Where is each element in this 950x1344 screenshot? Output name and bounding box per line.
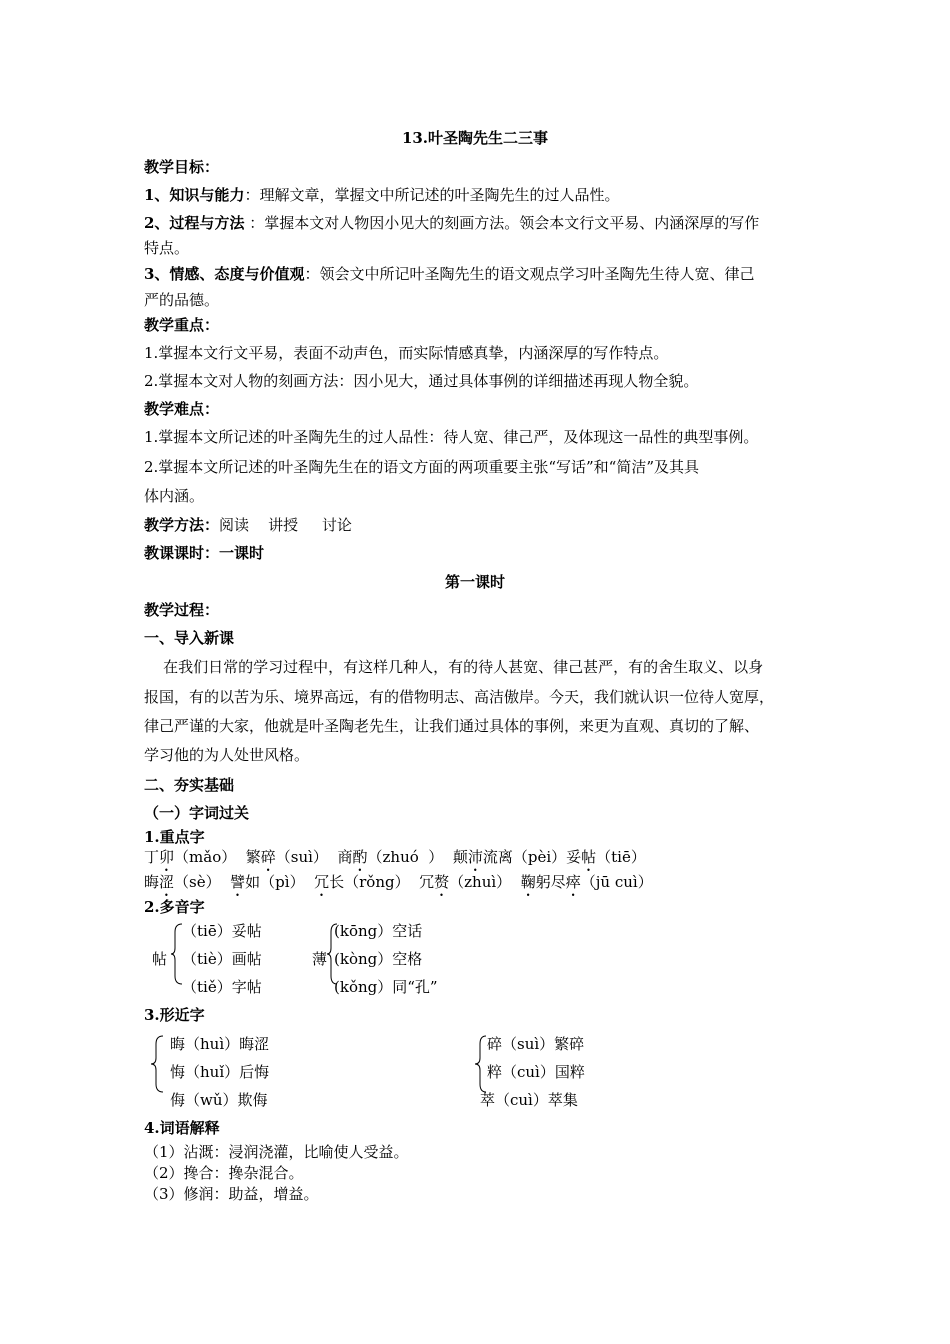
- similar-sui-3: 萃（cuì）萃集: [480, 1091, 578, 1109]
- similar-sui-1: 碎（suì）繁碎: [487, 1035, 585, 1053]
- section-1-heading: 一、导入新课: [144, 629, 235, 647]
- brace-icon: [474, 1034, 488, 1094]
- document-title: 13.叶圣陶先生二三事: [401, 129, 549, 147]
- section-1-line-1: 在我们日常的学习过程中，有这样几种人，有的待人甚宽、律己甚严，有的舍生取义、以身: [144, 658, 764, 676]
- goals-heading: 教学目标：: [144, 158, 220, 176]
- vocab-heading: 4.词语解释: [144, 1119, 220, 1137]
- section-2-heading: 二、夯实基础: [144, 776, 235, 794]
- similar-hui-3: 侮（wǔ）欺侮: [170, 1091, 268, 1109]
- goal-2: [144, 213, 759, 233]
- goal-1-text: ：理解文章，掌握文中所记述的叶圣陶先生的过人品性。: [244, 186, 620, 204]
- key-chars-row-2: 晦涩（sè） 譬如（pì） 冗长（rǒng） 冗赘（zhuì） 鞠躬尽瘁（jū cuì）: [144, 873, 653, 891]
- goal-3-cont: 严的品德。: [144, 291, 220, 309]
- method: [144, 515, 352, 535]
- polyphone-kong-3: (kǒng）同“孔”: [334, 978, 438, 996]
- hours: 教课课时：一课时: [144, 544, 265, 562]
- difficulties-heading: 教学难点：: [144, 400, 220, 418]
- section-1-line-4: 学习他的为人处世风格。: [144, 746, 310, 764]
- goal-3-label: 3、情感、态度与价值观: [144, 265, 305, 283]
- similar-hui-1: 晦（huì）晦涩: [170, 1035, 270, 1053]
- polyphone-kong-2: (kòng）空格: [334, 950, 423, 968]
- method-text: 阅读 讲授 讨论: [219, 516, 352, 534]
- key-point-2: 2.掌握本文对人物的刻画方法：因小见大，通过具体事例的详细描述再现人物全貌。: [144, 372, 699, 390]
- goal-2-cont: 特点。: [144, 239, 190, 257]
- vocab-3: （3）修润：助益，增益。: [144, 1185, 319, 1203]
- lesson-heading: 第一课时: [444, 573, 505, 591]
- key-chars-heading: 1.重点字: [144, 828, 205, 846]
- vocab-2: （2）搀合：搀杂混合。: [144, 1164, 304, 1182]
- goal-2-text: ：掌握本文对人物因小见大的刻画方法。领会本文行文平易、内涵深厚的写作: [244, 214, 760, 232]
- similar-sui-2: 粹（cuì）国粹: [487, 1063, 585, 1081]
- subsection-heading: （一）字词过关: [144, 804, 250, 822]
- polyphone-char-kong: 薄: [312, 950, 328, 968]
- polyphone-tie-3: （tiě）字帖: [182, 978, 262, 996]
- polyphone-kong-1: (kōng）空话: [334, 922, 423, 940]
- polyphone-tie-2: （tiè）画帖: [182, 950, 262, 968]
- goal-2-label: 2、过程与方法: [144, 214, 245, 232]
- similar-hui-2: 悔（huǐ）后悔: [170, 1063, 270, 1081]
- section-1-line-2: 报国，有的以苦为乐、境界高远，有的借物明志、高洁傲岸。今天，我们就认识一位待人宽厚，: [144, 688, 775, 706]
- polyphone-heading: 2.多音字: [144, 898, 205, 916]
- polyphone-tie-1: （tiē）妥帖: [182, 922, 262, 940]
- similar-chars-heading: 3.形近字: [144, 1006, 205, 1024]
- key-points-heading: 教学重点：: [144, 316, 220, 334]
- process-heading: 教学过程：: [144, 601, 220, 619]
- goal-3-text: ：领会文中所记叶圣陶先生的语文观点学习叶圣陶先生待人宽、律己: [304, 265, 755, 283]
- difficulty-1: 1.掌握本文所记述的叶圣陶先生的过人品性：待人宽、律己严，及体现这一品性的典型事例。: [144, 428, 759, 446]
- goal-3: [144, 264, 754, 284]
- goal-1-label: 1、知识与能力: [144, 186, 245, 204]
- key-chars-row-1: 丁卯（mǎo） 繁碎（suì） 商酌（zhuó ） 颠沛流离（pèi）妥帖（tiē）: [144, 848, 646, 866]
- method-label: 教学方法：: [144, 516, 220, 534]
- brace-icon: [149, 1034, 165, 1094]
- vocab-1: （1）沾溉：浸润浇灌，比喻使人受益。: [144, 1143, 409, 1161]
- key-point-1: 1.掌握本文行文平易，表面不动声色，而实际情感真挚，内涵深厚的写作特点。: [144, 344, 669, 362]
- polyphone-char-tie: 帖: [152, 950, 168, 968]
- section-1-line-3: 律己严谨的大家，他就是叶圣陶老先生，让我们通过具体的事例，来更为直观、真切的了解、: [144, 717, 760, 735]
- difficulty-2-cont: 体内涵。: [144, 487, 205, 505]
- goal-1: [144, 185, 619, 205]
- difficulty-2: 2.掌握本文所记述的叶圣陶先生在的语文方面的两项重要主张“写话”和“简洁”及其具: [144, 458, 699, 476]
